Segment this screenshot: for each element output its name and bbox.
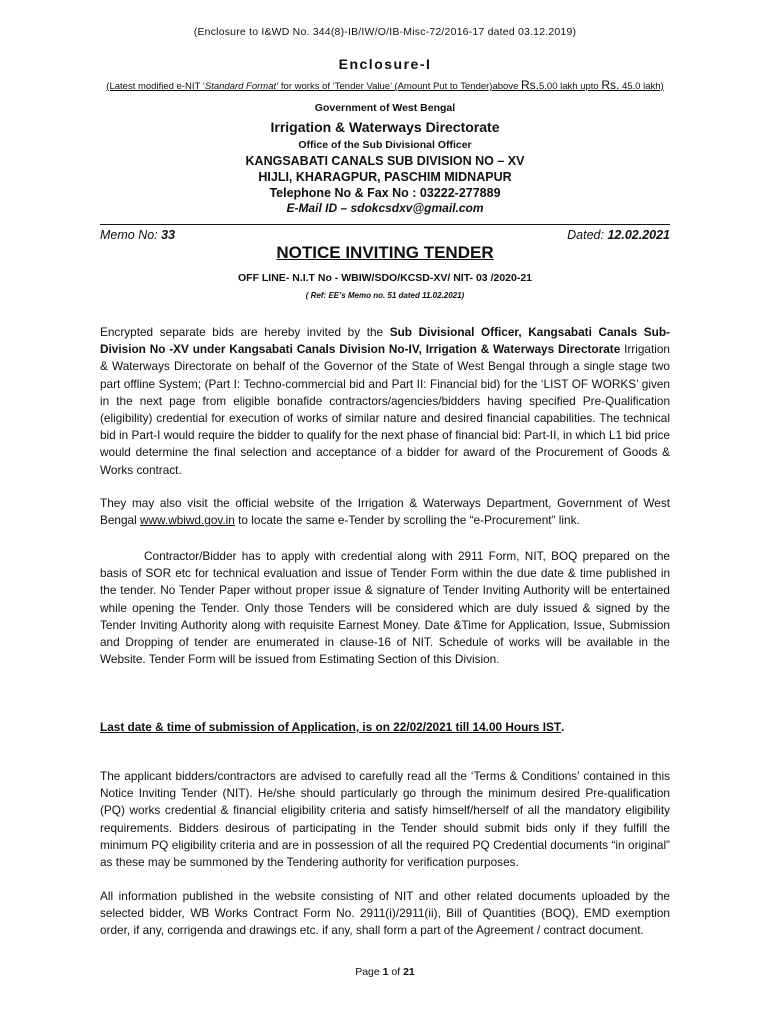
p2-intro: They may also visit the official website of the Irrigation & Waterways Department, Government of West Bengal xyxy=(100,496,670,528)
p1-authority: Sub Divisional Officer, Kangsabati Canals Sub-Division No -XV under Kangsabati Canals Division No-IV, Irrigation & Waterways Directorate xyxy=(100,325,670,357)
last-date-notice xyxy=(100,720,670,734)
enclosure-sub-d: Rs. xyxy=(521,78,539,92)
notice-title: NOTICE INVITING TENDER xyxy=(276,243,494,262)
memo-date xyxy=(567,228,670,242)
paragraph-information: All information published in the website consisting of NIT and other related documents uploaded by the selected bidder, WB Works Contract Form No. 2911(i)/2911(ii), Bill of Quantities (BOQ), EMD exemption order, if any, corrigenda and drawings etc. if any, shall form a part of the Agreement / contract document. xyxy=(100,889,670,938)
last-date-end: . xyxy=(561,720,565,734)
paragraph-terms: The applicant bidders/contractors are advised to carefully read all the ‘Terms & Conditions’ contained in this Notice Inviting Tender (NIT). He/she should particularly go through the minimum desired Pre-qualification (PQ) works credential & financial eligibility criteria and satisfy himself/herself of all the mandatory eligibility requirements. Bidders desirous of participating in the Tender should submit bids only if they fulfill the minimum PQ eligibility criteria and are in possession of all the required PQ Credential documents “in original” as these may be summoned by the Tendering authority for verification purposes. xyxy=(100,769,670,870)
enclosure-title: Enclosure-I xyxy=(338,56,432,72)
p2-end: to locate the same e-Tender by scrolling the “e-Procurement” link. xyxy=(234,513,580,528)
memo-number xyxy=(100,228,175,242)
enclosure-sub-c: for works of ‘Tender Value’ (Amount Put to Tender)above xyxy=(278,81,521,92)
office-name: Office of the Sub Divisional Officer xyxy=(298,139,472,151)
division-name: KANGSABATI CANALS SUB DIVISION NO – XV xyxy=(245,154,525,168)
page-footer xyxy=(0,966,770,978)
enclosure-reference: (Enclosure to I&WD No. 344(8)-IB/IW/O/IB-Misc-72/2016-17 dated 03.12.2019) xyxy=(193,26,577,38)
enclosure-sub-a: (Latest modified e-NIT ‘ xyxy=(106,81,205,92)
last-date-text: Last date & time of submission of Application, is on 22/02/2021 till 14.00 Hours IST xyxy=(100,720,562,734)
enclosure-sub-g: 45.0 lakh) xyxy=(619,81,664,92)
enclosure-sub-b: Standard Format’ xyxy=(204,81,279,92)
p1-intro: Encrypted separate bids are hereby invited by the xyxy=(100,325,390,339)
page-label: Page xyxy=(355,966,383,978)
enclosure-sub-f: Rs. xyxy=(601,78,620,92)
enclosure-subtitle xyxy=(0,78,770,92)
office-email: E-Mail ID – sdokcsdxv@gmail.com xyxy=(286,201,484,215)
department-name: Irrigation & Waterways Directorate xyxy=(270,119,500,135)
memo-label: Memo No: xyxy=(100,228,162,242)
nit-reference: ( Ref: EE’s Memo no. 51 dated 11.02.2021) xyxy=(305,291,465,300)
nit-number: OFF LINE- N.I.T No - WBIW/SDO/KCSD-XV/ NIT- 03 /2020-21 xyxy=(237,272,533,284)
page-total: 21 xyxy=(403,966,415,978)
office-address: HIJLI, KHARAGPUR, PASCHIM MIDNAPUR xyxy=(258,170,512,184)
enclosure-sub-e: 5.00 lakh upto xyxy=(539,81,602,92)
page-of-label: of xyxy=(388,966,404,978)
memo-number-value: 33 xyxy=(161,228,176,242)
memo-date-label: Dated: xyxy=(567,228,608,242)
website-link[interactable]: www.wbiwd.gov.in xyxy=(140,513,235,528)
government-name: Government of West Bengal xyxy=(314,102,456,114)
paragraph-website xyxy=(100,495,670,529)
paragraph-invitation xyxy=(100,324,670,479)
page-number: 1 xyxy=(382,966,389,978)
memo-row xyxy=(100,224,670,242)
office-phone: Telephone No & Fax No : 03222-277889 xyxy=(269,186,501,200)
memo-date-value: 12.02.2021 xyxy=(607,228,670,242)
paragraph-bidder: Contractor/Bidder has to apply with credential along with 2911 Form, NIT, BOQ prepared on the basis of SOR etc for technical evaluation and issue of Tender Form within the due date & time published in the tender. No Tender Paper without proper issue & signature of Tender Inviting Authority will be entertained while opening the Tender. Only those Tenders will be considered which are duly issued & signed by the Tender Inviting Authority along with requisite Earnest Money. Date &Time for Application, Issue, Submission and Dropping of tender are enumerated in clause-16 of NIT. Schedule of works will be available in the Website. Tender Form will be issued from Estimating Section of this Division. xyxy=(100,549,670,667)
p1-body: Irrigation & Waterways Directorate on behalf of the Governor of the State of West Bengal through a single stage two part offline System; (Part I: Techno-commercial bid and Part II: Financial bid) for the ‘LIST OF WORKS’ given in the next page from eligible bonafide contractors/agencies/bidders having specified Pre-Qualification (eligibility) credential for execution of works of similar nature and desired financial capabilities. The technical bid in Part-I would require the bidder to qualify for the next phase of financial bid: Part-II, in which L1 bid price would determine the final selection and acceptance of a bidder for award of the Procurement of Goods & Works contract. xyxy=(100,342,670,477)
